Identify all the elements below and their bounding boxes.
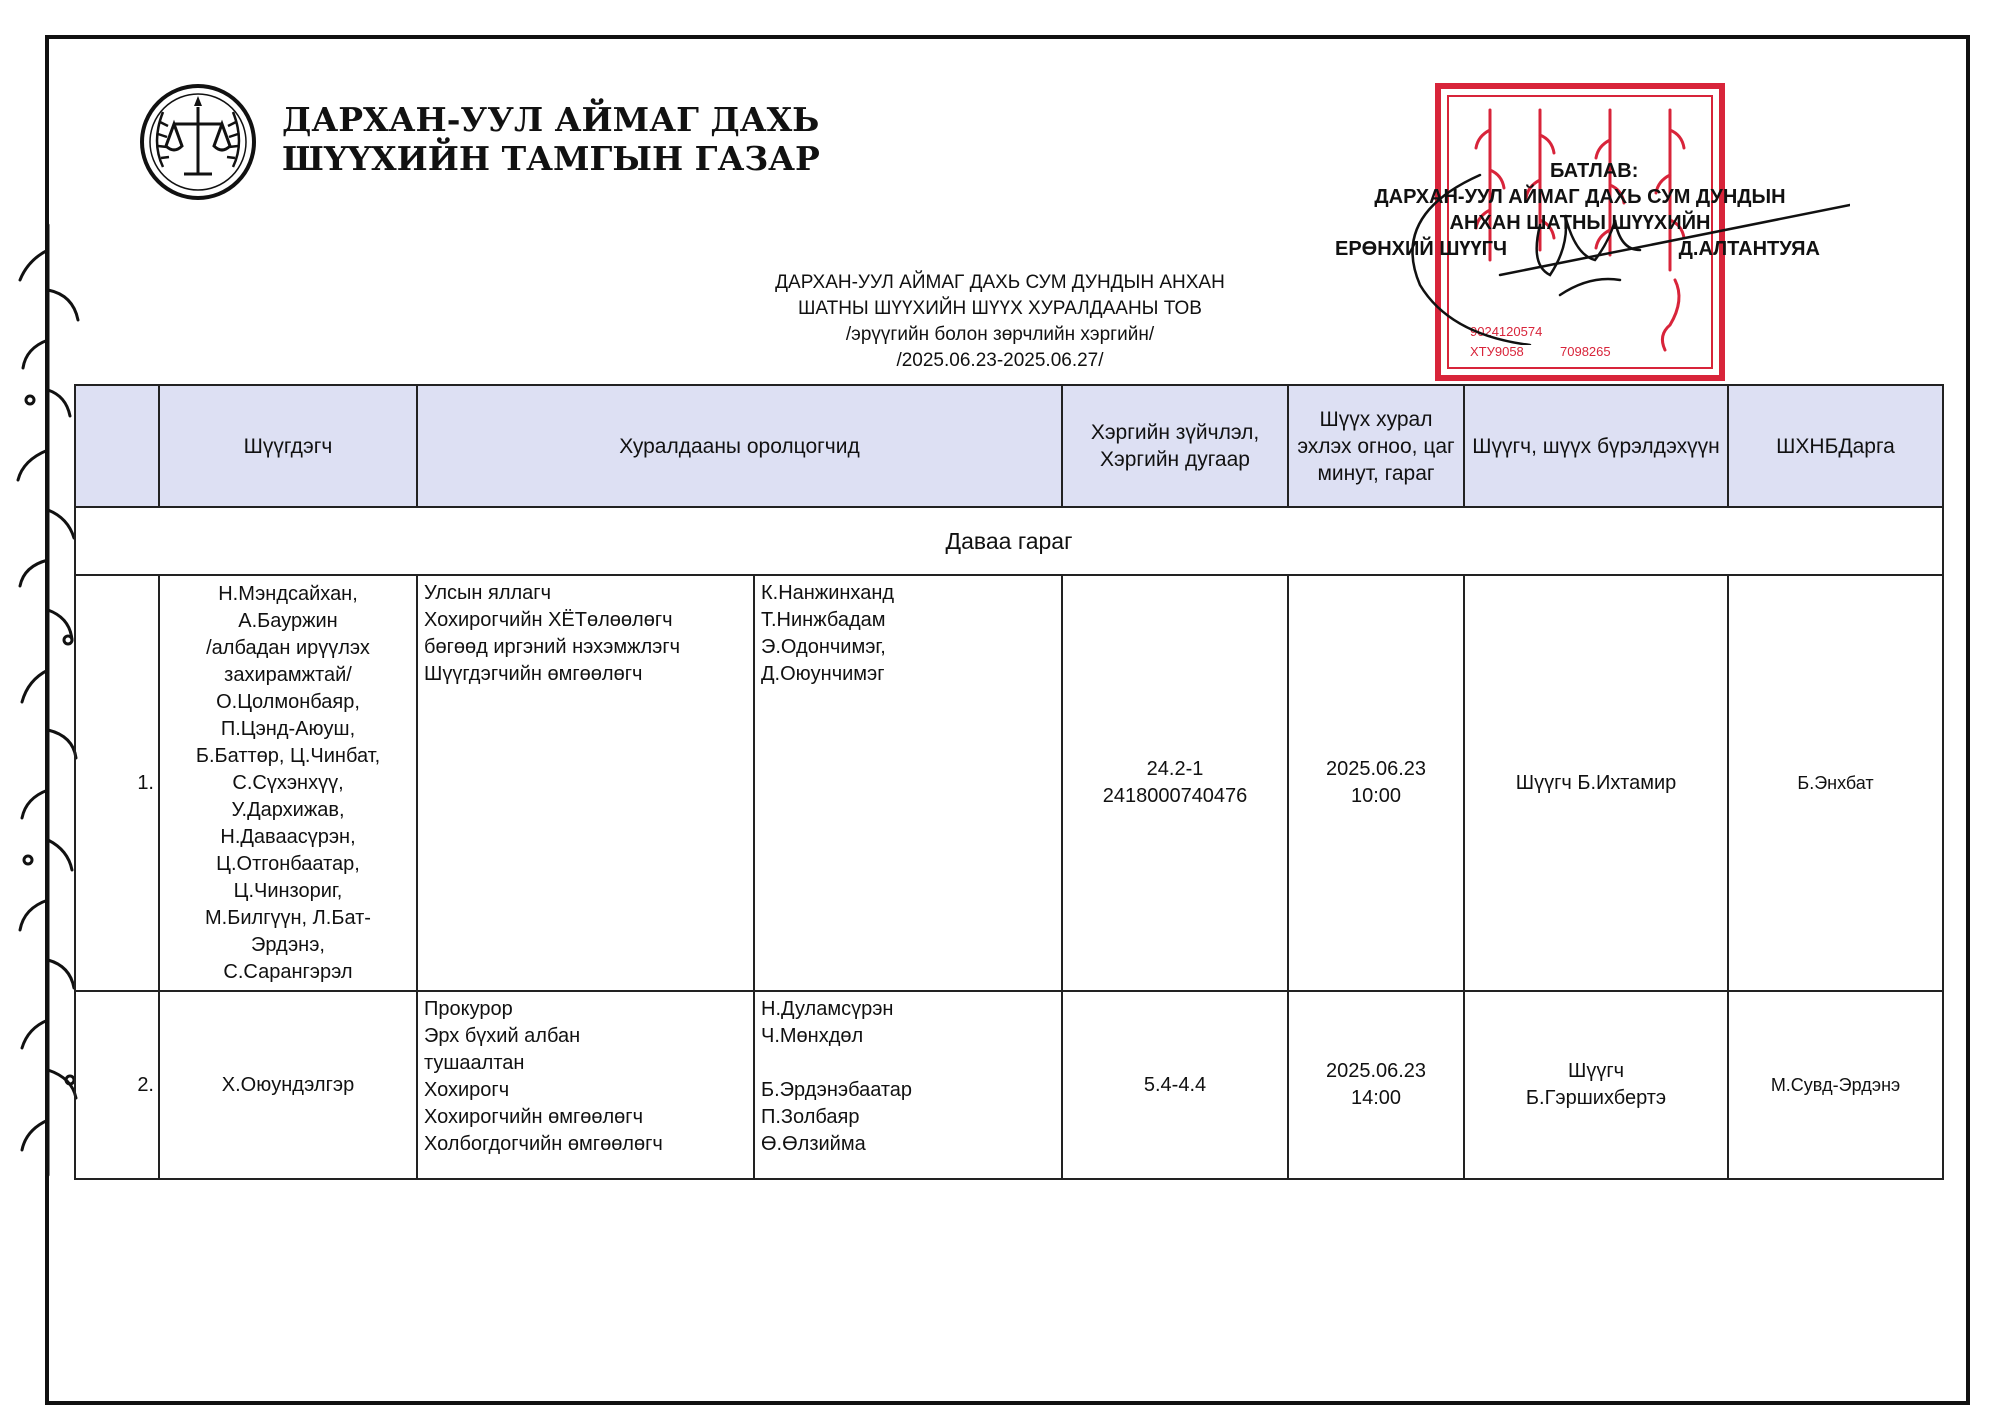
participant-role: тушаалтан bbox=[424, 1052, 525, 1074]
table-header-row bbox=[75, 385, 1943, 507]
participant-name: Б.Эрдэнэбаатар bbox=[761, 1079, 913, 1101]
document-title bbox=[690, 270, 1310, 374]
participant-name: Т.Нинжбадам bbox=[761, 609, 886, 631]
stamp-number-2: ХТУ9058 bbox=[1470, 344, 1524, 359]
secretary-cell: М.Сувд-Эрдэнэ bbox=[1728, 991, 1943, 1179]
hearing-date: 2025.06.23 bbox=[1325, 758, 1427, 780]
defendant-line: Ц.Отгонбаатар, bbox=[216, 852, 360, 875]
organization-name bbox=[282, 100, 820, 178]
title-line-2: ШАТНЫ ШҮҮХИЙН ШҮҮХ ХУРАЛДААНЫ ТОВ bbox=[797, 298, 1202, 319]
participant-name: К.Нанжинханд bbox=[761, 582, 895, 604]
header-participants: Хуралдааны оролцогчид bbox=[417, 385, 1062, 507]
defendant-line: М.Билгүүн, Л.Бат- bbox=[205, 906, 371, 929]
defendant-line: Б.Баттөр, Ц.Чинбат, bbox=[195, 744, 381, 767]
approval-signer-line bbox=[1310, 236, 1850, 262]
datetime-cell bbox=[1288, 575, 1464, 991]
title-line-4: /2025.06.23-2025.06.27/ bbox=[896, 350, 1104, 371]
participant-name: Э.Одончимэг, bbox=[761, 636, 886, 658]
case-number: 2418000740476 bbox=[1102, 785, 1248, 807]
header-defendant: Шүүгдэгч bbox=[159, 385, 417, 507]
approval-role: ЕРӨНХИЙ ШҮҮГЧ bbox=[1335, 238, 1508, 260]
hearing-schedule-table bbox=[74, 384, 1944, 1180]
defendant-line: захирамжтай/ bbox=[224, 663, 352, 686]
defendant-line: О.Цолмонбаяр, bbox=[216, 690, 360, 713]
participant-names-cell bbox=[754, 575, 1062, 991]
participant-roles-cell bbox=[417, 991, 754, 1179]
table-row bbox=[75, 575, 1943, 991]
stamp-number-1: 9024120574 bbox=[1470, 324, 1543, 339]
participant-role: бөгөөд иргэний нэхэмжлэгч bbox=[424, 636, 681, 658]
approval-label: БАТЛАВ: bbox=[1550, 160, 1639, 182]
judge-name: Шүүгч Б.Ихтамир bbox=[1515, 771, 1677, 794]
approval-court-line: ДАРХАН-УУЛ АЙМАГ ДАХЬ СУМ ДУНДЫН bbox=[1374, 186, 1786, 208]
participant-name: Ч.Мөнхдөл bbox=[761, 1025, 864, 1047]
day-row bbox=[75, 507, 1943, 575]
defendant-line: /албадан ирүүлэх bbox=[206, 636, 370, 659]
hearing-time: 10:00 bbox=[1350, 785, 1402, 807]
defendant-line: Эрдэнэ, bbox=[251, 933, 325, 956]
defendant-line: Н.Даваасүрэн, bbox=[220, 825, 356, 848]
title-line-1: ДАРХАН-УУЛ АЙМАГ ДАХЬ СУМ ДУНДЫН АНХАН bbox=[775, 272, 1225, 293]
participant-role: Шүүгдэгчийн өмгөөлөгч bbox=[424, 663, 643, 685]
defendant-line: С.Сүхэнхүү, bbox=[232, 771, 344, 794]
approval-court-line-2: АНХАН ШАТНЫ ШҮҮХИЙН bbox=[1449, 212, 1711, 234]
hearing-date: 2025.06.23 bbox=[1325, 1060, 1427, 1082]
participant-names-cell bbox=[754, 991, 1062, 1179]
header-judge: Шүүгч, шүүх бүрэлдэхүүн bbox=[1464, 385, 1728, 507]
header-number bbox=[75, 385, 159, 507]
org-line-1: ДАРХАН-УУЛ АЙМАГ ДАХЬ bbox=[282, 100, 820, 139]
case-cell bbox=[1062, 991, 1288, 1179]
case-cell bbox=[1062, 575, 1288, 991]
hearing-time: 14:00 bbox=[1350, 1087, 1402, 1109]
approval-block bbox=[1310, 158, 1850, 262]
judge-name: Шүүгч bbox=[1567, 1060, 1625, 1082]
judge-cell bbox=[1464, 575, 1728, 991]
defendant-line: Ц.Чинзориг, bbox=[233, 879, 343, 902]
approval-name: Д.АЛТАНТУЯА bbox=[1678, 238, 1820, 260]
day-label: Даваа гараг bbox=[75, 507, 1943, 575]
participant-role: Хохирогч bbox=[424, 1079, 510, 1101]
defendant-line: Н.Мэндсайхан, bbox=[218, 582, 358, 605]
defendant-line: Х.Оюундэлгэр bbox=[221, 1073, 355, 1096]
header-secretary: ШХНБДарга bbox=[1728, 385, 1943, 507]
header-datetime: Шүүх хурал эхлэх огноо, цаг минут, гараг bbox=[1288, 385, 1464, 507]
secretary-cell: Б.Энхбат bbox=[1728, 575, 1943, 991]
header-case: Хэргийн зүйчлэл, Хэргийн дугаар bbox=[1062, 385, 1288, 507]
case-article: 24.2-1 bbox=[1146, 758, 1204, 780]
participant-name: Ө.Өлзийма bbox=[761, 1133, 866, 1155]
case-article: 5.4-4.4 bbox=[1143, 1073, 1207, 1096]
participant-role: Хохирогчийн ХЁТөлөөлөгч bbox=[424, 609, 673, 631]
judge-cell bbox=[1464, 991, 1728, 1179]
defendant-line: П.Цэнд-Аюуш, bbox=[220, 717, 356, 740]
participant-roles-cell bbox=[417, 575, 754, 991]
participant-role: Хохирогчийн өмгөөлөгч bbox=[424, 1106, 644, 1128]
defendant-line: А.Бауржин bbox=[238, 609, 338, 632]
defendant-line: С.Сарангэрэл bbox=[223, 960, 353, 983]
title-line-3: /эрүүгийн болон зөрчлийн хэргийн/ bbox=[845, 324, 1155, 345]
participant-name: Н.Дуламсүрэн bbox=[761, 998, 894, 1020]
participant-name: П.Золбаяр bbox=[761, 1106, 860, 1128]
participant-role: Прокурор bbox=[424, 998, 513, 1020]
defendant-cell bbox=[159, 575, 417, 991]
table-row bbox=[75, 991, 1943, 1179]
stamp-number-3: 7098265 bbox=[1560, 344, 1611, 359]
datetime-cell bbox=[1288, 991, 1464, 1179]
row-number: 2. bbox=[75, 991, 159, 1179]
participant-role: Холбогдогчийн өмгөөлөгч bbox=[424, 1133, 663, 1155]
defendant-cell bbox=[159, 991, 417, 1179]
org-line-2: ШҮҮХИЙН ТАМГЫН ГАЗАР bbox=[282, 139, 820, 178]
participant-name bbox=[761, 1050, 1055, 1077]
judge-name: Б.Гэршихбертэ bbox=[1525, 1087, 1667, 1109]
defendant-line: У.Дархижав, bbox=[231, 798, 345, 821]
participant-role: Эрх бүхий албан bbox=[424, 1025, 581, 1047]
participant-name: Д.Оюунчимэг bbox=[761, 663, 885, 685]
participant-role: Улсын яллагч bbox=[424, 582, 552, 604]
row-number: 1. bbox=[75, 575, 159, 991]
court-emblem-icon bbox=[138, 82, 258, 202]
